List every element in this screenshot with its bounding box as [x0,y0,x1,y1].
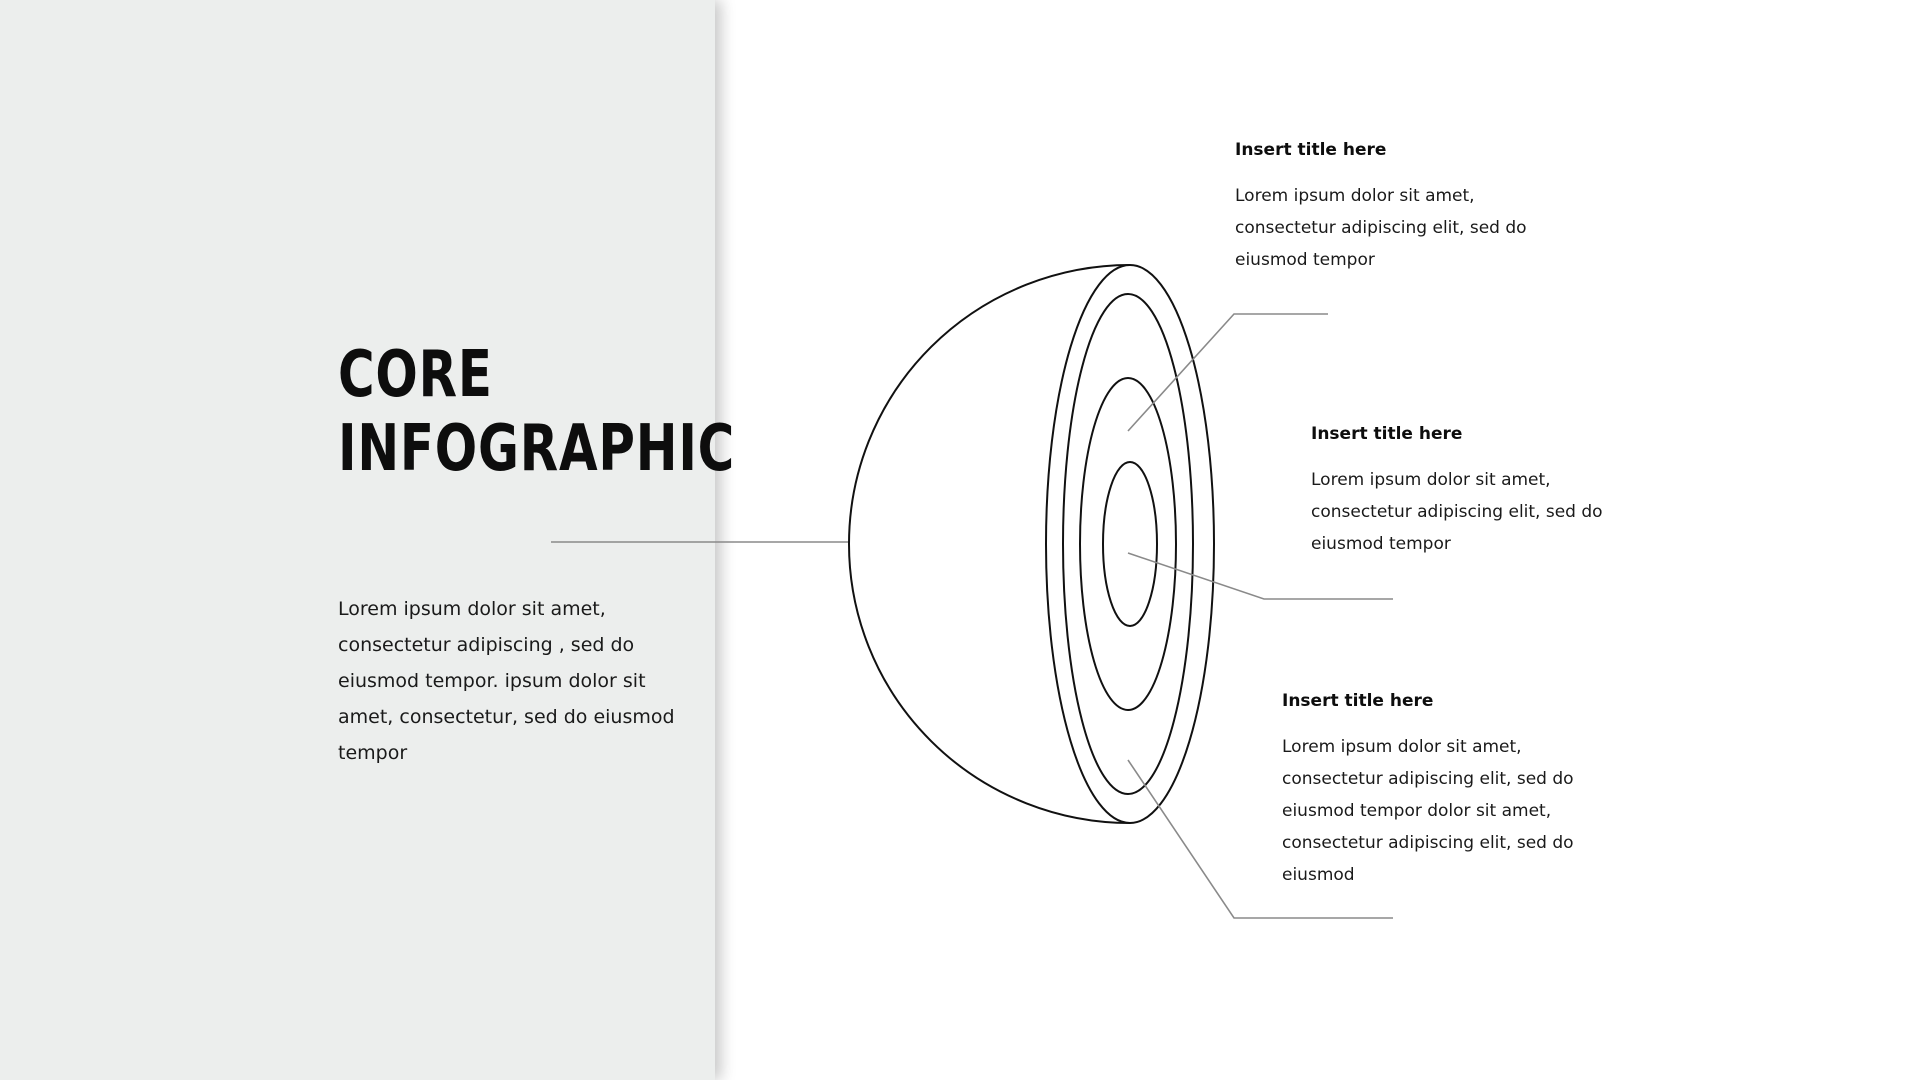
callout-2 [1311,422,1631,560]
callout-3 [1282,689,1602,891]
callout-1 [1235,138,1555,276]
callout-2-body: Lorem ipsum dolor sit amet, consectetur adipiscing elit, sed do eiusmod tempor [1311,470,1603,554]
callout-3-body: Lorem ipsum dolor sit amet, consectetur adipiscing elit, sed do eiusmod tempor dolor sit amet, consectetur adipiscing elit, sed do eiusmod [1282,737,1574,885]
title-line-1: CORE [338,338,493,412]
crust-outer-ring [1046,265,1214,823]
slide-body-text: Lorem ipsum dolor sit amet, consectetur adipiscing , sed do eiusmod tempor. ipsum dolor sit amet, consectetur, sed do eiusmod tempor [338,598,675,764]
callout-1-body: Lorem ipsum dolor sit amet, consectetur adipiscing elit, sed do eiusmod tempor [1235,186,1527,270]
callout-3-title: Insert title here [1282,691,1434,711]
title-line-2: INFOGRAPHIC [338,412,736,486]
callout-2-title: Insert title here [1311,424,1463,444]
callout-1-title: Insert title here [1235,140,1387,160]
